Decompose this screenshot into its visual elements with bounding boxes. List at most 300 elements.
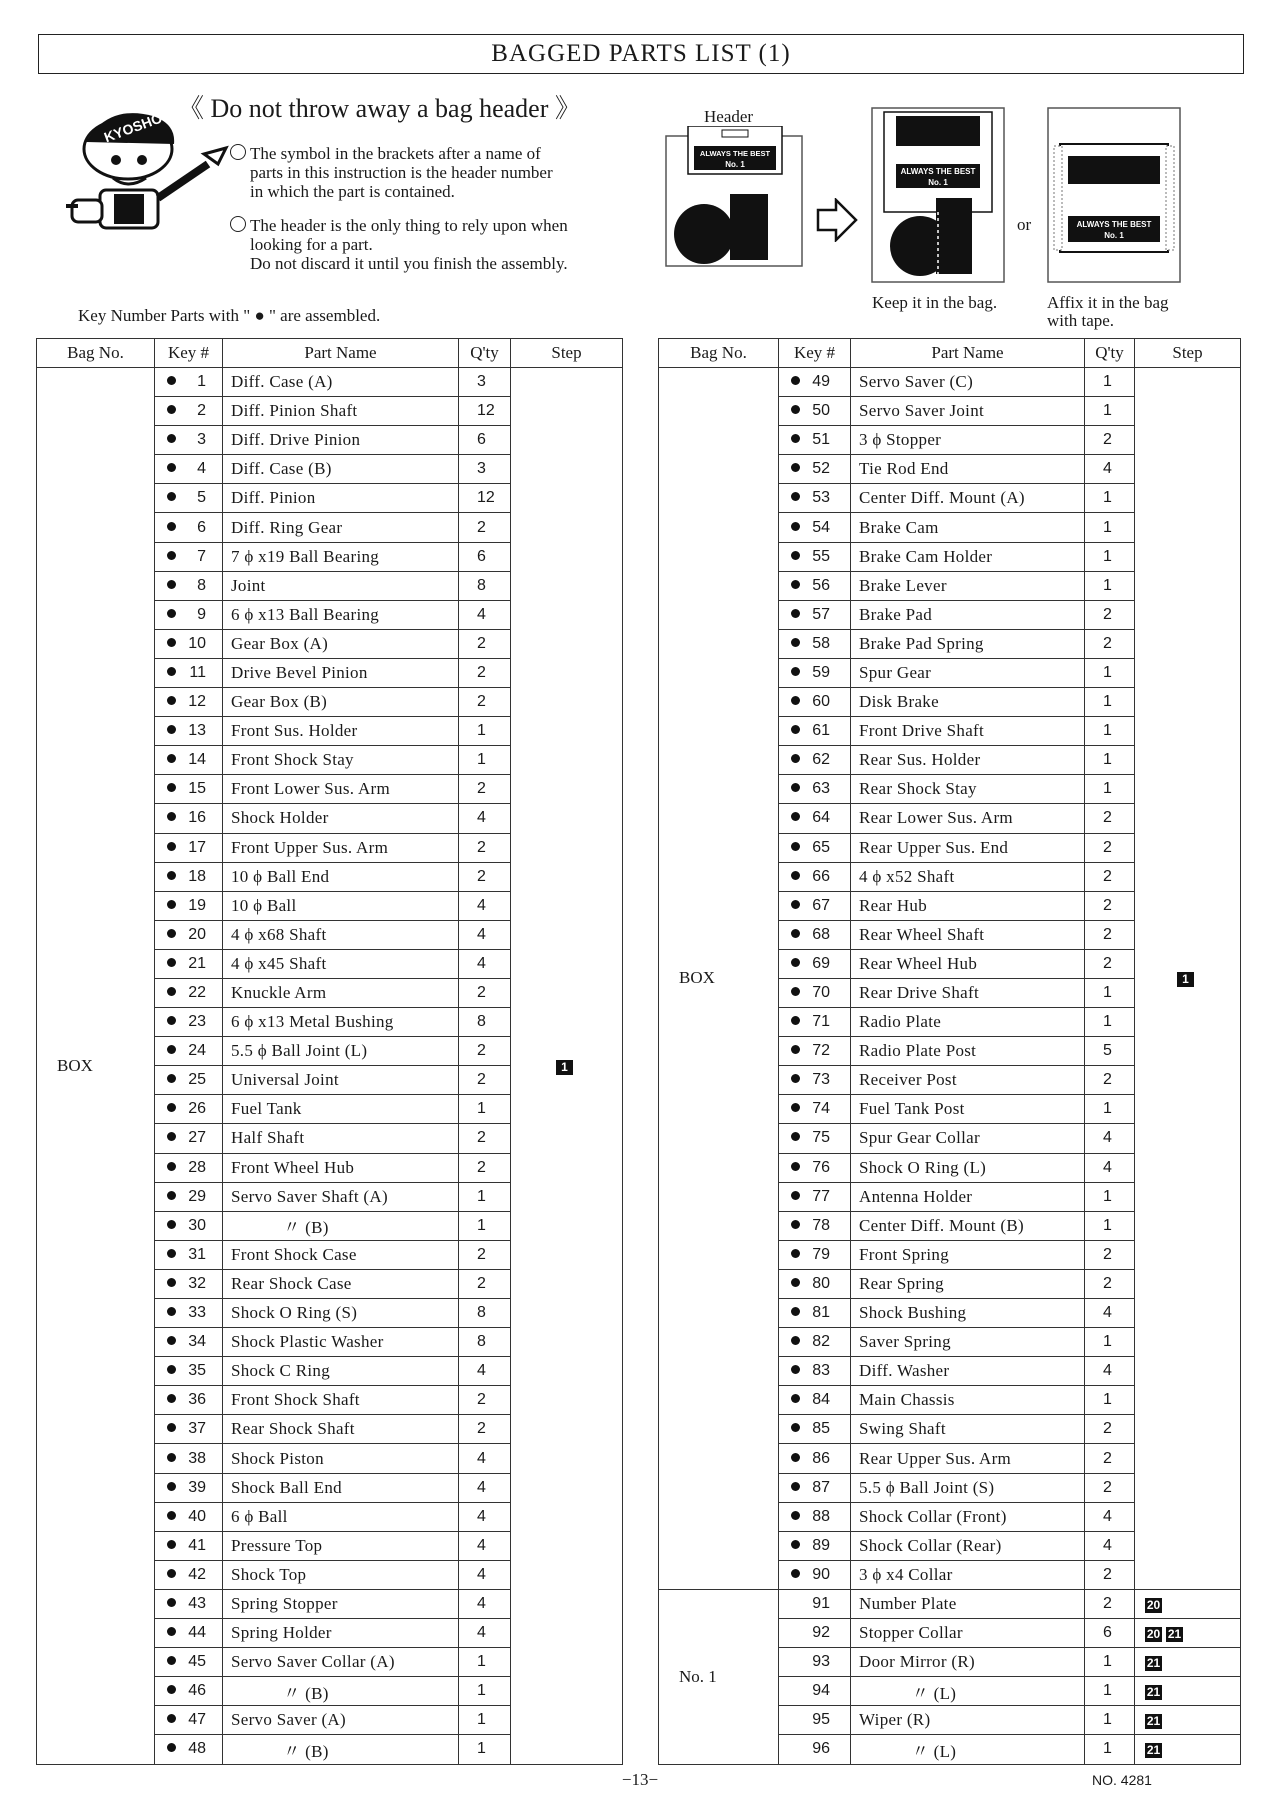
step-number-badge: 1 bbox=[1177, 972, 1194, 987]
key-number: 18 bbox=[188, 867, 206, 885]
part-name: Rear Lower Sus. Arm bbox=[859, 808, 1013, 828]
key-number-cell bbox=[155, 949, 223, 978]
key-number-cell bbox=[155, 746, 223, 775]
assembled-dot-icon bbox=[167, 1394, 176, 1403]
part-name-cell bbox=[851, 1677, 1085, 1706]
assembled-dot-icon bbox=[791, 1220, 800, 1229]
assembled-dot-icon bbox=[167, 1453, 176, 1462]
quantity-cell: 2 bbox=[1085, 629, 1135, 658]
part-name: 10 ϕ Ball bbox=[231, 895, 297, 915]
part-name: Pressure Top bbox=[231, 1535, 323, 1555]
quantity-cell: 2 bbox=[1085, 804, 1135, 833]
key-number: 10 bbox=[188, 634, 206, 652]
key-number-cell bbox=[779, 600, 851, 629]
assembled-dot-icon bbox=[791, 871, 800, 880]
key-number: 14 bbox=[188, 751, 206, 769]
assembled-dot-icon bbox=[791, 1045, 800, 1054]
key-number: 42 bbox=[188, 1565, 206, 1583]
part-name-cell bbox=[223, 1357, 459, 1386]
part-name-cell bbox=[223, 1648, 459, 1677]
assembled-dot-icon bbox=[167, 1162, 176, 1171]
quantity-cell: 4 bbox=[459, 600, 511, 629]
key-number-cell bbox=[155, 1299, 223, 1328]
key-number-cell bbox=[155, 862, 223, 891]
key-number: 20 bbox=[188, 925, 206, 943]
assembled-dot-icon bbox=[167, 1132, 176, 1141]
part-name-cell bbox=[851, 1473, 1085, 1502]
svg-text:No. 1: No. 1 bbox=[928, 178, 948, 187]
part-name: 6 ϕ x13 Metal Bushing bbox=[231, 1012, 394, 1032]
key-number: 63 bbox=[812, 780, 830, 798]
bag-number-cell bbox=[37, 368, 155, 1765]
key-number: 66 bbox=[812, 867, 830, 885]
key-number-cell bbox=[779, 1677, 851, 1706]
key-number-cell bbox=[779, 804, 851, 833]
part-name: 3 ϕ x4 Collar bbox=[859, 1564, 953, 1584]
part-name-cell bbox=[223, 542, 459, 571]
assembled-dot-icon bbox=[791, 1336, 800, 1345]
assembled-dot-icon bbox=[791, 609, 800, 618]
key-number: 93 bbox=[812, 1653, 830, 1671]
quantity-cell: 2 bbox=[1085, 1473, 1135, 1502]
assembled-dot-icon bbox=[791, 1162, 800, 1171]
quantity-cell: 4 bbox=[1085, 1531, 1135, 1560]
assembled-dot-icon bbox=[791, 667, 800, 676]
assembled-dot-icon bbox=[167, 842, 176, 851]
quantity-cell: 4 bbox=[1085, 1124, 1135, 1153]
quantity-cell: 2 bbox=[459, 833, 511, 862]
part-name-cell bbox=[851, 1269, 1085, 1298]
quantity-cell: 2 bbox=[1085, 600, 1135, 629]
part-name: Radio Plate bbox=[859, 1012, 942, 1032]
part-name: 7 ϕ x19 Ball Bearing bbox=[231, 546, 380, 566]
assembled-dot-icon bbox=[167, 463, 176, 472]
col-key-header: Key # bbox=[779, 339, 851, 368]
part-name-cell bbox=[223, 1502, 459, 1531]
key-number-cell bbox=[155, 1269, 223, 1298]
key-number-cell bbox=[779, 1619, 851, 1648]
quantity-cell: 4 bbox=[1085, 455, 1135, 484]
quantity-cell: 2 bbox=[459, 1415, 511, 1444]
key-number-cell bbox=[155, 1211, 223, 1240]
part-name: Front Drive Shaft bbox=[859, 721, 985, 741]
step-number-badge: 21 bbox=[1167, 1627, 1182, 1642]
quantity-cell: 2 bbox=[459, 1037, 511, 1066]
key-number-cell bbox=[779, 1211, 851, 1240]
part-name: Rear Hub bbox=[859, 895, 928, 915]
part-name-cell bbox=[223, 804, 459, 833]
assembled-dot-icon bbox=[791, 551, 800, 560]
part-name-cell bbox=[223, 775, 459, 804]
part-name: 6 ϕ x13 Ball Bearing bbox=[231, 604, 380, 624]
key-number-cell bbox=[779, 571, 851, 600]
part-name: Brake Cam Holder bbox=[859, 546, 993, 566]
part-name-cell bbox=[223, 1269, 459, 1298]
key-number-cell bbox=[779, 1502, 851, 1531]
quantity-cell: 1 bbox=[1085, 1386, 1135, 1415]
assembled-dot-icon bbox=[167, 551, 176, 560]
key-number: 62 bbox=[812, 751, 830, 769]
quantity-cell: 3 bbox=[459, 368, 511, 397]
key-number-cell bbox=[779, 426, 851, 455]
quantity-cell: 1 bbox=[1085, 1008, 1135, 1037]
step-cell bbox=[1135, 1706, 1241, 1735]
part-name-cell bbox=[223, 1589, 459, 1618]
key-number-cell bbox=[155, 368, 223, 397]
quantity-cell: 4 bbox=[459, 1357, 511, 1386]
part-name: Fuel Tank Post bbox=[859, 1099, 965, 1119]
key-number-cell bbox=[155, 513, 223, 542]
part-name-cell bbox=[851, 1735, 1085, 1764]
key-number: 32 bbox=[188, 1274, 206, 1292]
part-name: Spring Holder bbox=[231, 1623, 332, 1643]
part-name: Gear Box (B) bbox=[231, 692, 328, 712]
key-number-cell bbox=[155, 1357, 223, 1386]
quantity-cell: 1 bbox=[1085, 658, 1135, 687]
quantity-cell: 1 bbox=[1085, 717, 1135, 746]
key-number: 72 bbox=[812, 1042, 830, 1060]
assembled-dot-icon bbox=[167, 929, 176, 938]
bag-number-cell bbox=[659, 368, 779, 1590]
part-name-cell bbox=[851, 542, 1085, 571]
assembled-dot-icon bbox=[791, 929, 800, 938]
key-number: 94 bbox=[812, 1682, 830, 1700]
key-number-cell bbox=[155, 891, 223, 920]
part-name-cell bbox=[851, 1444, 1085, 1473]
assembled-dot-icon bbox=[167, 1220, 176, 1229]
part-name-cell bbox=[223, 1095, 459, 1124]
svg-text:ALWAYS THE BEST: ALWAYS THE BEST bbox=[900, 167, 976, 176]
step-number-badge: 21 bbox=[1146, 1743, 1161, 1758]
header-illustration bbox=[660, 88, 1240, 338]
assembled-dot-icon bbox=[167, 1365, 176, 1374]
svg-text:No. 1: No. 1 bbox=[725, 160, 745, 169]
part-name-cell bbox=[223, 484, 459, 513]
key-number: 44 bbox=[188, 1624, 206, 1642]
part-name-cell bbox=[223, 1211, 459, 1240]
key-number: 30 bbox=[188, 1216, 206, 1234]
part-name: Rear Upper Sus. End bbox=[859, 837, 1009, 857]
assembled-dot-icon bbox=[167, 900, 176, 909]
key-number-cell bbox=[155, 1531, 223, 1560]
key-number-cell bbox=[155, 1066, 223, 1095]
assembled-dot-icon bbox=[791, 1540, 800, 1549]
part-name: Brake Pad bbox=[859, 604, 933, 624]
part-name: 4 ϕ x52 Shaft bbox=[859, 866, 955, 886]
or-label: or bbox=[1017, 215, 1032, 234]
assembled-dot-icon bbox=[791, 1394, 800, 1403]
part-name-cell bbox=[223, 1560, 459, 1589]
part-name: Number Plate bbox=[859, 1593, 957, 1613]
assembled-dot-icon bbox=[167, 522, 176, 531]
key-number: 1 bbox=[197, 373, 206, 391]
label-header: Header bbox=[704, 107, 754, 126]
part-name: Shock Holder bbox=[231, 808, 329, 828]
part-name: Radio Plate Post bbox=[859, 1041, 977, 1061]
quantity-cell: 1 bbox=[1085, 571, 1135, 600]
part-name-cell bbox=[223, 1735, 459, 1764]
key-number: 56 bbox=[812, 576, 830, 594]
quantity-cell: 2 bbox=[459, 978, 511, 1007]
key-number: 51 bbox=[812, 431, 830, 449]
page-title: BAGGED PARTS LIST (1) bbox=[38, 34, 1244, 74]
key-number: 54 bbox=[812, 518, 830, 536]
table-row bbox=[659, 1589, 1241, 1618]
part-name-cell bbox=[851, 775, 1085, 804]
part-name: Servo Saver (C) bbox=[859, 372, 974, 392]
assembled-dot-icon bbox=[167, 1045, 176, 1054]
part-name-cell bbox=[223, 949, 459, 978]
table-row bbox=[37, 368, 623, 397]
part-name: Diff. Drive Pinion bbox=[231, 430, 361, 450]
bag-number: No. 1 bbox=[679, 1666, 717, 1686]
key-number: 52 bbox=[812, 460, 830, 478]
part-name-cell bbox=[223, 978, 459, 1007]
key-number: 38 bbox=[188, 1449, 206, 1467]
key-number-cell bbox=[155, 1095, 223, 1124]
quantity-cell: 4 bbox=[459, 1560, 511, 1589]
part-name-cell bbox=[851, 746, 1085, 775]
part-name-cell bbox=[223, 1328, 459, 1357]
part-name-cell bbox=[223, 1706, 459, 1735]
part-name: Shock O Ring (L) bbox=[859, 1157, 987, 1177]
part-name: Front Shock Stay bbox=[231, 750, 354, 770]
key-number: 26 bbox=[188, 1100, 206, 1118]
assembled-dot-icon bbox=[791, 1365, 800, 1374]
key-number: 70 bbox=[812, 984, 830, 1002]
key-number: 31 bbox=[188, 1245, 206, 1263]
key-number-cell bbox=[779, 1182, 851, 1211]
part-name-cell bbox=[223, 920, 459, 949]
assembled-dot-icon bbox=[791, 1191, 800, 1200]
assembled-dot-icon bbox=[791, 1074, 800, 1083]
part-name: Brake Cam bbox=[859, 517, 939, 537]
key-number: 75 bbox=[812, 1129, 830, 1147]
part-name: Servo Saver Joint bbox=[859, 401, 985, 421]
step-number-badge: 21 bbox=[1146, 1656, 1161, 1671]
key-number-cell bbox=[155, 1619, 223, 1648]
step-cell bbox=[1135, 1619, 1241, 1648]
part-name: Diff. Pinion bbox=[231, 488, 316, 508]
key-number: 34 bbox=[188, 1333, 206, 1351]
step-number-badge: 1 bbox=[556, 1060, 573, 1075]
key-number: 96 bbox=[812, 1740, 830, 1758]
notice-bullet-2: The header is the only thing to rely upon when looking for a part. Do not discard it until you finish the assembly. bbox=[230, 216, 660, 273]
part-name-cell bbox=[223, 891, 459, 920]
quantity-cell: 1 bbox=[1085, 1095, 1135, 1124]
part-name: 3 ϕ Stopper bbox=[859, 430, 942, 450]
bag-number: BOX bbox=[57, 1055, 93, 1075]
key-number-cell bbox=[779, 484, 851, 513]
key-number-cell bbox=[155, 1415, 223, 1444]
key-number: 40 bbox=[188, 1507, 206, 1525]
key-number: 17 bbox=[188, 838, 206, 856]
key-number-cell bbox=[155, 1182, 223, 1211]
notice-heading: 《 Do not throw away a bag header 》 bbox=[178, 94, 581, 123]
quantity-cell: 1 bbox=[1085, 746, 1135, 775]
part-name: Brake Pad Spring bbox=[859, 633, 984, 653]
assembled-dot-icon bbox=[167, 1016, 176, 1025]
quantity-cell: 2 bbox=[459, 1269, 511, 1298]
quantity-cell: 4 bbox=[459, 804, 511, 833]
key-number: 9 bbox=[197, 605, 206, 623]
part-name-cell bbox=[851, 629, 1085, 658]
part-name-cell bbox=[223, 1124, 459, 1153]
key-number: 22 bbox=[188, 984, 206, 1002]
part-name: Shock Collar (Front) bbox=[859, 1506, 1007, 1526]
key-number-cell bbox=[155, 1037, 223, 1066]
bag-number: BOX bbox=[679, 968, 715, 988]
key-number: 2 bbox=[197, 402, 206, 420]
key-number: 68 bbox=[812, 925, 830, 943]
part-name: Front Lower Sus. Arm bbox=[231, 779, 390, 799]
key-number-cell bbox=[155, 1648, 223, 1677]
key-number-cell bbox=[155, 426, 223, 455]
assembled-dot-icon bbox=[791, 754, 800, 763]
part-name: 〃 (B) bbox=[283, 1683, 329, 1703]
quantity-cell: 2 bbox=[1085, 1066, 1135, 1095]
quantity-cell: 4 bbox=[459, 949, 511, 978]
parts-table-left bbox=[36, 338, 623, 1765]
step-number-badge: 21 bbox=[1146, 1714, 1161, 1729]
part-name-cell bbox=[851, 1153, 1085, 1182]
part-name: Servo Saver (A) bbox=[231, 1710, 346, 1730]
part-name-cell bbox=[223, 746, 459, 775]
key-number: 13 bbox=[188, 722, 206, 740]
quantity-cell: 4 bbox=[459, 1589, 511, 1618]
part-name-cell bbox=[851, 920, 1085, 949]
part-name-cell bbox=[223, 397, 459, 426]
key-number: 78 bbox=[812, 1216, 830, 1234]
part-name: Drive Bevel Pinion bbox=[231, 662, 368, 682]
part-name-cell bbox=[851, 484, 1085, 513]
part-name-cell bbox=[223, 571, 459, 600]
key-number-cell bbox=[779, 891, 851, 920]
assembled-dot-icon bbox=[167, 696, 176, 705]
quantity-cell: 4 bbox=[1085, 1153, 1135, 1182]
key-number: 50 bbox=[812, 402, 830, 420]
key-number-cell bbox=[779, 717, 851, 746]
part-name-cell bbox=[851, 1211, 1085, 1240]
key-number-cell bbox=[779, 397, 851, 426]
quantity-cell: 4 bbox=[459, 1444, 511, 1473]
assembled-dot-icon bbox=[167, 434, 176, 443]
assembled-dot-icon bbox=[167, 667, 176, 676]
part-name: 5.5 ϕ Ball Joint (S) bbox=[859, 1477, 995, 1497]
part-name: Center Diff. Mount (A) bbox=[859, 488, 1025, 508]
key-number-cell bbox=[779, 1473, 851, 1502]
step-cell bbox=[511, 368, 623, 1765]
assembled-dot-icon bbox=[167, 725, 176, 734]
assembled-dot-icon bbox=[791, 1423, 800, 1432]
quantity-cell: 4 bbox=[1085, 1357, 1135, 1386]
key-number: 36 bbox=[188, 1391, 206, 1409]
page-number: −13− bbox=[621, 1770, 659, 1789]
assembled-dot-icon bbox=[791, 842, 800, 851]
key-number-cell bbox=[155, 1240, 223, 1269]
part-name-cell bbox=[851, 1560, 1085, 1589]
part-name-cell bbox=[223, 1299, 459, 1328]
key-note: Key Number Parts with " ● " are assembled. bbox=[78, 306, 381, 325]
assembled-dot-icon bbox=[167, 812, 176, 821]
key-number: 92 bbox=[812, 1624, 830, 1642]
quantity-cell: 2 bbox=[1085, 1444, 1135, 1473]
quantity-cell: 2 bbox=[459, 862, 511, 891]
quantity-cell: 6 bbox=[1085, 1619, 1135, 1648]
part-name: Front Wheel Hub bbox=[231, 1157, 355, 1177]
part-name: Front Upper Sus. Arm bbox=[231, 837, 389, 857]
part-name-cell bbox=[851, 1008, 1085, 1037]
part-name-cell bbox=[851, 1182, 1085, 1211]
parts-table-right bbox=[658, 338, 1241, 1765]
part-name-cell bbox=[851, 1357, 1085, 1386]
part-name: Spring Stopper bbox=[231, 1593, 338, 1613]
part-name: Shock O Ring (S) bbox=[231, 1303, 358, 1323]
key-number: 74 bbox=[812, 1100, 830, 1118]
part-name: 〃 (L) bbox=[911, 1683, 957, 1703]
assembled-dot-icon bbox=[791, 580, 800, 589]
step-number-badge: 20 bbox=[1146, 1627, 1161, 1642]
quantity-cell: 1 bbox=[459, 746, 511, 775]
assembled-dot-icon bbox=[791, 434, 800, 443]
key-number-cell bbox=[155, 1502, 223, 1531]
key-number-cell bbox=[779, 513, 851, 542]
key-number: 79 bbox=[812, 1245, 830, 1263]
key-number-cell bbox=[779, 1444, 851, 1473]
assembled-dot-icon bbox=[167, 580, 176, 589]
assembled-dot-icon bbox=[167, 1249, 176, 1258]
assembled-dot-icon bbox=[167, 492, 176, 501]
col-step-header: Step bbox=[1135, 339, 1241, 368]
part-name-cell bbox=[851, 368, 1085, 397]
step-cell bbox=[1135, 368, 1241, 1590]
assembled-dot-icon bbox=[791, 1103, 800, 1112]
quantity-cell: 2 bbox=[459, 513, 511, 542]
key-number: 71 bbox=[812, 1013, 830, 1031]
bag-number-cell bbox=[659, 1589, 779, 1764]
quantity-cell: 1 bbox=[459, 717, 511, 746]
circle-icon bbox=[230, 216, 246, 232]
part-name: 4 ϕ x68 Shaft bbox=[231, 924, 327, 944]
key-number-cell bbox=[155, 920, 223, 949]
part-name: Diff. Case (B) bbox=[231, 459, 332, 479]
part-name: Diff. Washer bbox=[859, 1361, 950, 1381]
assembled-dot-icon bbox=[791, 1569, 800, 1578]
quantity-cell: 2 bbox=[1085, 1589, 1135, 1618]
quantity-cell: 1 bbox=[1085, 688, 1135, 717]
col-name-header: Part Name bbox=[851, 339, 1085, 368]
part-name-cell bbox=[851, 658, 1085, 687]
notice-bullet-1: The symbol in the brackets after a name of parts in this instruction is the header number in which the part is contained. bbox=[230, 144, 660, 201]
key-number: 39 bbox=[188, 1478, 206, 1496]
part-name: Shock Plastic Washer bbox=[231, 1332, 384, 1352]
step-cell bbox=[1135, 1677, 1241, 1706]
key-number: 91 bbox=[812, 1594, 830, 1612]
key-number-cell bbox=[779, 1124, 851, 1153]
part-name-cell bbox=[223, 1415, 459, 1444]
part-name-cell bbox=[851, 426, 1085, 455]
key-number: 85 bbox=[812, 1420, 830, 1438]
step-cell bbox=[1135, 1589, 1241, 1618]
quantity-cell: 2 bbox=[1085, 1415, 1135, 1444]
part-name: Knuckle Arm bbox=[231, 983, 327, 1003]
key-number: 35 bbox=[188, 1362, 206, 1380]
part-name: Front Spring bbox=[859, 1244, 950, 1264]
part-name-cell bbox=[223, 1473, 459, 1502]
part-name: Rear Shock Stay bbox=[859, 779, 977, 799]
part-name: Center Diff. Mount (B) bbox=[859, 1215, 1024, 1235]
part-name: Rear Wheel Shaft bbox=[859, 924, 985, 944]
